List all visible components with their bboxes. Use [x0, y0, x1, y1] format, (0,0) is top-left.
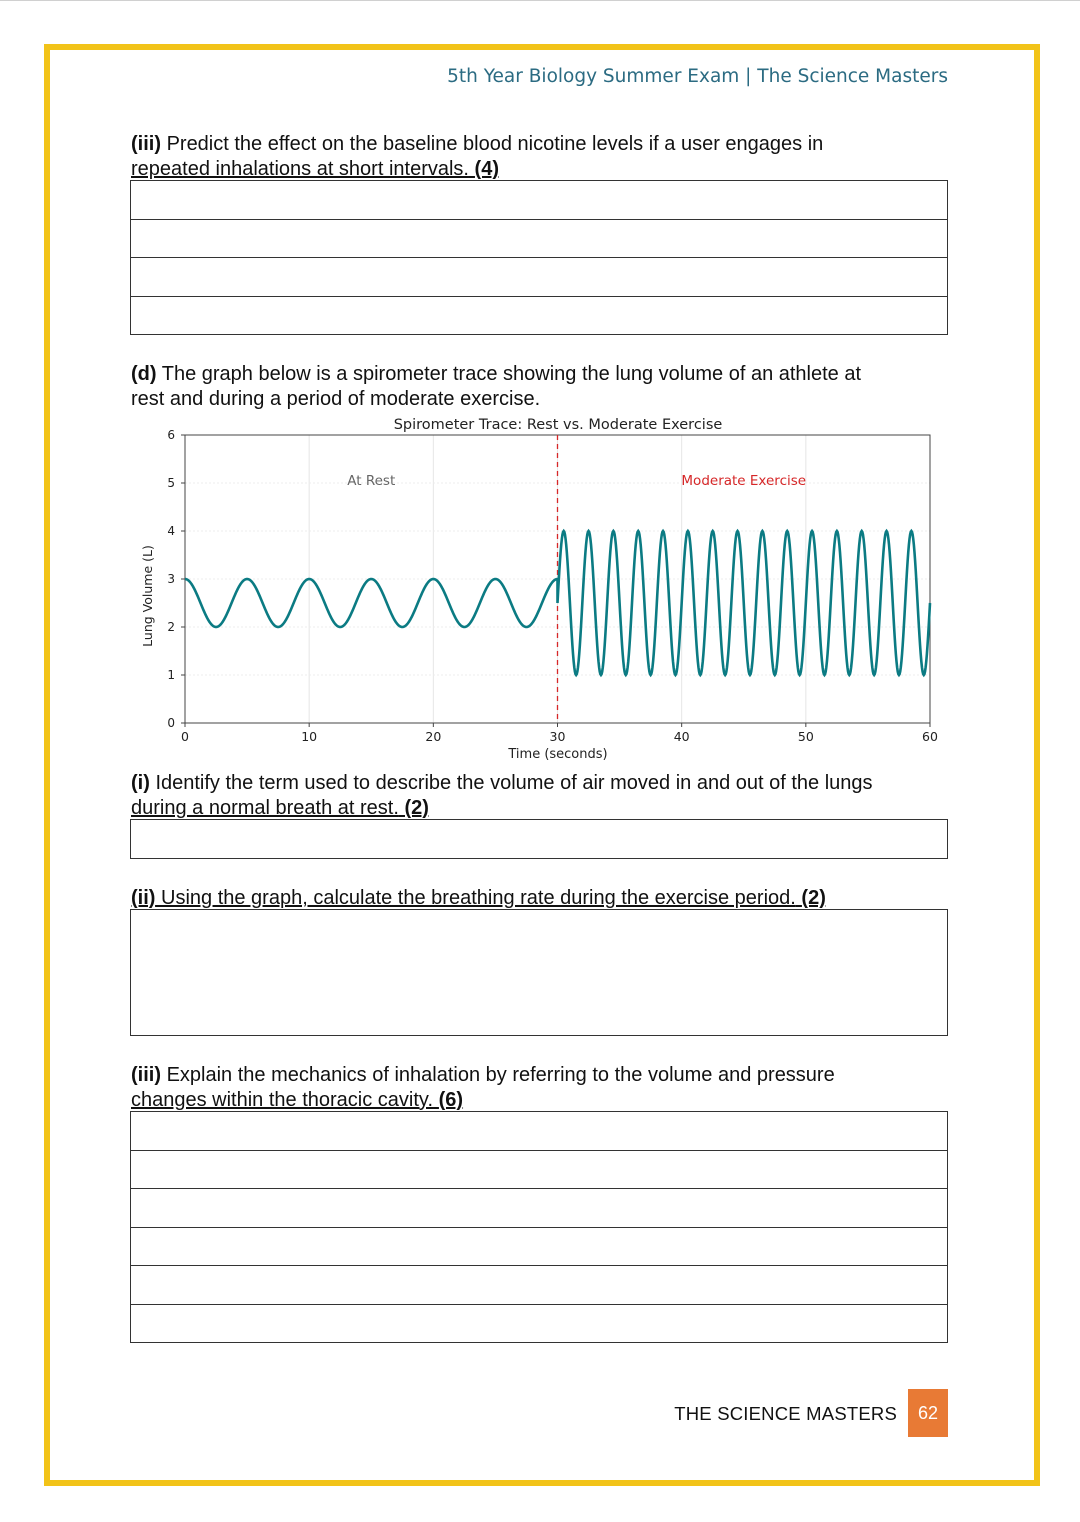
answer-box-d-ii[interactable]	[130, 909, 948, 1036]
question-text: The graph below is a spirometer trace showing the lung volume of an athlete at	[161, 363, 862, 385]
rest-annotation: At Rest	[347, 473, 396, 489]
question-text: Explain the mechanics of inhalation by referring to the volume and pressure	[166, 1064, 835, 1086]
y-tick-label: 0	[167, 716, 175, 730]
question-number: (d)	[131, 363, 157, 385]
answer-line[interactable]	[131, 258, 947, 297]
question-text: Predict the effect on the baseline blood nicotine levels if a user engages in	[166, 133, 824, 155]
question-text-line2: repeated inhalations at short intervals. (4)	[131, 158, 499, 180]
x-tick-label: 50	[797, 729, 814, 744]
x-tick-label: 0	[181, 729, 189, 744]
page-number: 62	[908, 1389, 948, 1437]
answer-line[interactable]	[131, 220, 947, 258]
question-d-i	[131, 771, 961, 821]
x-tick-label: 30	[549, 729, 566, 744]
question-c-iii	[131, 132, 951, 182]
question-number: (ii)	[131, 887, 156, 909]
exercise-annotation: Moderate Exercise	[681, 473, 807, 489]
answer-line[interactable]	[131, 297, 947, 334]
y-tick-label: 1	[167, 668, 175, 682]
answer-line[interactable]	[131, 1151, 947, 1189]
chart-title: Spirometer Trace: Rest vs. Moderate Exercise	[393, 417, 723, 433]
answer-box-d-i[interactable]	[130, 819, 948, 859]
answer-line[interactable]	[131, 1112, 947, 1151]
answer-line[interactable]	[131, 1266, 947, 1305]
y-tick-label: 6	[167, 428, 175, 442]
y-tick-label: 3	[167, 572, 175, 586]
x-tick-label: 20	[425, 729, 442, 744]
x-axis-label: Time (seconds)	[508, 747, 608, 762]
question-text-line2: during a normal breath at rest. (2)	[131, 797, 429, 819]
question-d	[131, 362, 951, 412]
page-header: 5th Year Biology Summer Exam | The Science Masters	[447, 66, 948, 87]
x-tick-label: 40	[673, 729, 690, 744]
question-text: Identify the term used to describe the volume of air moved in and out of the lungs	[155, 772, 873, 794]
question-d-ii: (ii) Using the graph, calculate the breathing rate during the exercise period. (2)	[131, 887, 826, 909]
answer-line[interactable]	[131, 1189, 947, 1228]
answer-line[interactable]	[131, 181, 947, 220]
footer-brand: THE SCIENCE MASTERS	[674, 1403, 897, 1424]
answer-box-d-iii[interactable]	[130, 1111, 948, 1343]
y-axis-label: Lung Volume (L)	[140, 545, 155, 647]
question-text: Using the graph, calculate the breathing rate during the exercise period.	[161, 887, 796, 909]
answer-line[interactable]	[131, 1228, 947, 1266]
question-text-line2: rest and during a period of moderate exercise.	[131, 388, 541, 410]
x-tick-label: 10	[301, 729, 318, 744]
y-tick-label: 5	[167, 476, 175, 490]
y-tick-label: 4	[167, 524, 175, 538]
spirometer-chart	[130, 412, 950, 764]
question-number: (i)	[131, 772, 150, 794]
answer-line[interactable]	[131, 1305, 947, 1342]
question-number: (iii)	[131, 1064, 161, 1086]
question-d-iii	[131, 1063, 951, 1113]
top-rule	[0, 0, 1080, 1]
y-tick-label: 2	[167, 620, 175, 634]
answer-box-c-iii[interactable]	[130, 180, 948, 335]
question-number: (iii)	[131, 133, 161, 155]
x-tick-label: 60	[922, 729, 938, 744]
question-text-line2: changes within the thoracic cavity. (6)	[131, 1089, 464, 1111]
